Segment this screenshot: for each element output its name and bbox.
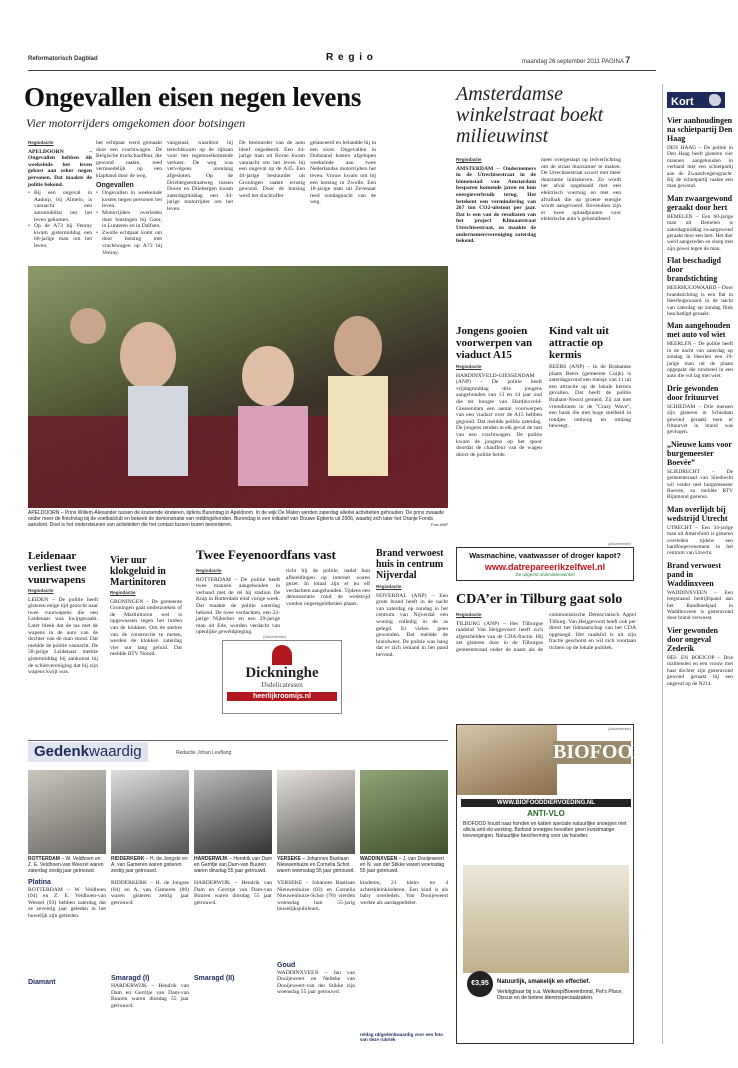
- kort-item-text: SCHIEDAM – Drie mensen zijn gisteren in Schiedam gewond geraakt toen er frituurvet in brand was gevlogen.: [667, 403, 733, 436]
- dickninghe-label: (Advertentie): [263, 634, 286, 639]
- kort-label: Kort: [671, 96, 694, 108]
- bullet-item: • Zwolle echtpaar komt om door botsing met vrachtwagen op A73 bij Venray.: [96, 230, 162, 256]
- kort-divider: [662, 84, 663, 1044]
- brand-headline: Brand verwoest huis in centrum Nijverdal: [376, 548, 444, 581]
- biofood-url[interactable]: WWW.BIOFOODDIERVOEDING.NL: [461, 799, 631, 807]
- smaragd1-title: Smaragd (I): [111, 975, 150, 983]
- kort-item: [667, 116, 733, 190]
- kort-header: [667, 92, 725, 108]
- kort-item: [667, 505, 733, 557]
- brand-rubric: Regiodactie: [376, 584, 402, 589]
- feyenoord-col-1: [196, 568, 280, 634]
- feyenoord-headline: Twee Feyenoordfans vast: [196, 547, 336, 562]
- bullet-item: • Bij een ongeval in Aadorp, bij Almelo, is vannacht een automobilist om het leven gekomen.: [28, 190, 92, 223]
- gedenk-col-1: [28, 880, 106, 1040]
- leidenaar-rubric: Regiodactie: [28, 588, 54, 593]
- ad-wasmachine[interactable]: [456, 541, 634, 581]
- gedenk-footer[interactable]: reldag rd/gedenkwaardig voor een foto van deze rubriek: [360, 1032, 444, 1042]
- jongens-headline: Jongens gooien voorwerpen van viaduct A15: [456, 325, 533, 361]
- leidenaar-headline: Leidenaar verliest twee vuurwapens: [28, 550, 87, 586]
- ongevallen-bullets: [96, 190, 162, 256]
- smaragd2-text: YERSEKE – Johannes Bastiaan Nieuwenhuize (83) en Cornelia Nieuwenhuize-Schot (78) vierden woensdag hun 55-jarig huwelijksjubileum.: [277, 880, 355, 913]
- caption-place: RIDDERKERK: [111, 856, 145, 862]
- caption-text: J. van Dooijeweert en N. van der Stikke waren woensdag 55 jaar getrouwd.: [360, 856, 445, 874]
- kort-item-title: Flat beschadigd door brandstichting: [667, 256, 722, 284]
- brand-text: NIJVERDAL (ANP) – Een grote brand heeft in de nacht van zaterdag op zondag in het centrum van Nijverdal een woning volledig in de as gelegd. Er vielen geen gewonden. Dat meldde de brandweer. De politie was bang dat er zich iemand in het pand bevond.: [376, 592, 448, 658]
- burendag-photo: [28, 266, 448, 508]
- kort-item: [667, 194, 733, 252]
- klokgeluid-headline: Vier uur klokgeluid in Martinitoren: [110, 555, 166, 588]
- cda-rubric: Regiodactie: [456, 612, 482, 617]
- biofood-dog-image: [457, 725, 557, 795]
- main-col-2: [96, 140, 162, 262]
- main-col-4: De bestuurder van de auto bleef ongedeerd. Een 44-jarige man uit Borne kwam vannacht om het leven bij een ongeval op de A35. Een 44-jarige bestuurder uit Groningen raakte ernstig gewond. Door de botsing werd het slachtoffer: [239, 140, 305, 199]
- photo-credit: Foto ANP: [430, 522, 448, 527]
- caption-text: H. de Jongste en A. van Gameren waren gisteren zestig jaar getrouwd.: [111, 856, 188, 874]
- main-col-2-text: het echtpaar werd gemaakt door een vrachtwagen. De Belgische truckchauffeur, die gewond raakte, reed vermoedelijk op een klaphand door de weg.: [96, 140, 162, 179]
- smaragd1-text: HARDERWIJK – Hendrik van Dam en Gerritje van Dam-van Buuren waren dinsdag 55 jaar getrouwd.: [111, 982, 189, 1009]
- ad-line-1: Wasmachine, vaatwasser of droger kapot?: [469, 551, 621, 560]
- diamant-title: Diamant: [28, 978, 56, 986]
- date-text: maandag 26 september 2011 PAGINA: [522, 59, 624, 65]
- gedenk-title-a: Gedenk: [34, 743, 90, 760]
- page-number: 7: [625, 55, 631, 65]
- leidenaar-body: [28, 588, 98, 712]
- kort-item: [667, 440, 733, 501]
- photo-scene: [28, 266, 448, 508]
- gedenk-photo-2: [111, 770, 189, 854]
- photo-caption: [28, 510, 448, 532]
- gedenk-caption-4: YERSEKE – Johannes Bastiaan Nieuwenhuize en Cornelia Schot waren woensdag 55 jaar getrouwd.: [277, 856, 355, 874]
- kort-item-title: Brand verwoest pand in Waddinxveen: [667, 560, 721, 588]
- main-bullets: [28, 190, 92, 249]
- amsterdam-headline: Amsterdamse winkelstraat boekt milieuwinst: [456, 83, 604, 147]
- klokgeluid-rubric: Regiodactie: [110, 590, 136, 595]
- brand-body: [376, 584, 448, 714]
- ongevallen-box: [96, 183, 162, 257]
- caption-text: W. Veldhoen en Z. E. Veldhoen-van Weezel waren zaterdag zestig jaar getrouwd.: [28, 856, 104, 874]
- cda-headline: CDA’er in Tilburg gaat solo: [456, 592, 623, 607]
- netherlands-map-icon: [709, 94, 721, 106]
- cda-text: TILBURG (ANP) – Het Tilburgse raadslid Van Heijgevoort heeft zich afgescheiden van de CDA-fractie. Hij zet gisteren door in de Tilburgse gemeenteraad onder de naam als de communistische Democratisch Appel Tilburg. Van Heijgevoort heeft ook per direct het lidmaatschap van het CDA opgezegd. Het raadslid is uit zijn fractie geschorst en wil zich voortaan richten op de lokale politiek.: [456, 612, 636, 653]
- kort-list: [667, 112, 733, 1042]
- cda-body: [456, 612, 636, 714]
- ad-dickninghe[interactable]: [222, 634, 342, 714]
- gedenk-col-3: [194, 880, 272, 1040]
- kort-item: [667, 561, 733, 622]
- kort-item-text: HEERHUGOWAARD – Door brandstichting is een flat in Heerhugowaard in de nacht van zaterdag op zondag flink beschadigd geraakt.: [667, 285, 733, 317]
- diamant-text: RIDDERKERK – H. de Jongste (84) en A. van Gameren (80) waren gisteren zestig jaar getrouwd.: [111, 880, 189, 906]
- jongens-rubric: Regiodactie: [456, 364, 482, 369]
- biofood-tagline: Natuurlijk, smakelijk en effectief.: [497, 979, 591, 985]
- main-lead: APELDOORN – Ongevallen hebben dit weekeinde het leven gekost aan zeker negen personen. Dat maakte de politie bekend.: [28, 148, 92, 188]
- kort-item-text: SLIEDRECHT – De gemeenteraad van Sliedrecht wil verder met burgemeester Boevée, zo meldde RTV Rijnmond gisteren.: [667, 468, 733, 501]
- gedenk-col-5: [360, 880, 448, 1030]
- kort-item: [667, 626, 733, 687]
- dickninghe-name: Dickninghe: [245, 665, 319, 681]
- section-title: R e g i o: [326, 52, 374, 63]
- bullet-item: • Motorrijders overleden door botsingen bij Goor, in Lunteren en in Dalfsen.: [96, 210, 162, 230]
- biofood-price: €3,95: [467, 971, 493, 997]
- bullet-item: • Op de A73 bij Venray kwam gistermiddag een 66-jarige man om het leven.: [28, 223, 92, 249]
- amsterdam-lead: AMSTERDAM – Ondernemers in de Utrechtsestraat in de binnenstad van Amsterdam besparen komende jaren en hun energieverbruik terug. Het betekent een vermindering van 267 ton CO2-uitstoot per jaar. Dat is een van de resultaten van het project Klimaatstraat Utrechtsestraat, zo maakte de ondernemersvereniging zaterdag bekend.: [456, 165, 536, 245]
- caption-text: Hendrik van Dam en Gerritje van Dam-van Buuren waren dinsdag 55 jaar getrouwd.: [194, 856, 273, 874]
- gedenk-caption-5: WADDINXVEEN – J. van Dooijeweert en N. van der Stikke waren woensdag 55 jaar getrouwd.: [360, 856, 445, 874]
- jongens-text: HARDINXVELD-GIESSENDAM (ANP) – De politie heeft vrijdagmiddag drie jongens aangehouden van 13 en 14 jaar oud die ter hoogte van Hardinxveld-Giessendam een aantal voorwerpen van een viaduct over de A15 hebben gegooid. Dat meldde politie zaterdag. De jongens renden in elk geval de rust van een vrachtwagen. De politie kwam de jongens op het spoor doordat de chauffeur van de wagen direct de politie belde.: [456, 372, 542, 458]
- kort-item-title: Man aangehouden met auto vol wiet: [667, 321, 731, 340]
- bullet-item: • Ongevallen in weekeinde kosten negen personen het leven.: [96, 190, 162, 210]
- paper-name: Reformatorisch Dagblad: [28, 56, 98, 62]
- ongevallen-title: Ongevallen: [96, 181, 134, 189]
- gedenk-title: [28, 742, 148, 762]
- kort-item-title: Drie gewonden door frituurvet: [667, 383, 719, 402]
- kort-item: [667, 384, 733, 436]
- kind-body: BEERS (ANP) – In de Brabantse plaats Beers (gemeente Cuijk) is zaterdagavond een meisje van 11 uit een attractie op de lokale kermis gevallen. Dat heeft de politie Brabant-Noord gemeld. Zij zat met vriendinnen in de "Crazy Wave", een bank die met hoge snelheid in rondjes omhoog en omlaag beweegt.: [549, 364, 631, 430]
- smaragd1-continued: HARDERWIJK – Hendrik van Dam en Gerritje van Dam-van Buuren waren dinsdag 55 jaar getrouwd.: [194, 880, 272, 906]
- kort-item-title: Vier gewonden door ongeval Zederik: [667, 625, 718, 653]
- platina-title: Platina: [28, 879, 51, 886]
- biofood-products-image: [463, 865, 629, 973]
- goud-text: WADDINXVEEN – Jan van Dooijeweert en Nelleke van Dooijeweert-van der Stikke zijn woensdag 55 jaar getrouwd.: [277, 969, 355, 996]
- kort-item: [667, 256, 733, 317]
- main-headline: Ongevallen eisen negen levens: [24, 82, 362, 112]
- kort-item-text: HEERLEN – De politie heeft in de nacht van zaterdag op zondag in Heerlen een 19-jarige man uit de plaats opgepakt die rondreed in een auto die vol lag met wiet.: [667, 341, 733, 380]
- klokgeluid-text: GRONINGEN – De gemeente Groningen gaat onderzoeken of de Martinitoren wel is opgewassen tegen het luiden van de klokken. Om de sterkte van de constructie te meten, werden de klokken zaterdag vier uur lang geluid. Dat meldde RTV Noord.: [110, 598, 182, 658]
- gedenk-title-b: waardig: [89, 743, 142, 760]
- gedenk-photo-5: [360, 770, 448, 854]
- gedenk-photo-4: [277, 770, 355, 854]
- caption-place: ROTTERDAM: [28, 856, 60, 862]
- dickninghe-sub: IJsdelicatessen: [261, 681, 303, 689]
- dickninghe-url[interactable]: heerlijkroomijs.nl: [227, 692, 337, 701]
- kind-headline: Kind valt uit attractie op kermis: [549, 325, 609, 361]
- feyenoord-col-2: richt bij de politie, nadat hun afbeeldingen op internet waren gezet. In totaal zijn er nu elf verdachten aangehouden. Tijdens een demonstratie rond de wedstrijd vonden ongeregeldheden plaats.: [286, 568, 370, 607]
- gedenk-col-5-text: kinderen, 21 klein- en 4 achterkleinkinderen. Een kind is als baby overleden. Van Dooijeweert werkte als aardappelteler.: [360, 880, 448, 906]
- ad-line-3: De uitgeest onderdelenwinkel: [515, 572, 575, 577]
- dickninghe-logo-icon: [272, 645, 292, 665]
- kort-item-title: Man zwaargewond geraakt door hert: [667, 193, 733, 212]
- gedenk-col-2: [111, 880, 189, 1040]
- caption-text: Johannes Bastiaan Nieuwenhuize en Cornelia Schot waren woensdag 55 jaar getrouwd.: [277, 856, 355, 874]
- main-col-1: [28, 140, 92, 262]
- main-rubric: Regiodactie: [28, 140, 54, 145]
- kort-item-text: UTRECHT – Een 34-jarige man uit Amersfoort is gisteren overleden tijdens een hardloopevenement in het centrum van Utrecht.: [667, 524, 733, 557]
- amsterdam-rubric: Regiodactie: [456, 157, 482, 162]
- biofood-text: BIOFOOD houdt naar honden en katten speciale natuurlijke snoepjes met allicia anti-vlo werking. Biofood snoepjes bevatten geen kunstmatige toevoegingen. Natuurlijke bescherming voor uw huisdier.: [463, 821, 627, 839]
- caption-place: HARDERWIJK: [194, 856, 228, 862]
- gedenk-caption-3: HARDERWIJK – Hendrik van Dam en Gerritje van Dam-van Buuren waren dinsdag 55 jaar getrouwd.: [194, 856, 273, 874]
- gedenk-photo-1: [28, 770, 106, 854]
- kort-item-title: Man overlijdt bij wedstrijd Utrecht: [667, 504, 728, 523]
- photo-caption-text: APELDOORN – Prins Willem-Alexander tussen de kruisende kinderen, tijdens Burendag in Apeldoorn. In de wijk De Maten werden zaterdag allerlei activiteiten gehouden. De prins zwaaide onder meer de finishvlag bij de voetbalclub en bekeek de demonstratie van reddingshonden. Burendag is een initiatief van Douwe Egberts uit 2006, waarbij zich later het Oranje Fonds aansloot. Doel is het ondersteunen van activiteiten die het contact tussen buren bevorderen.: [28, 510, 445, 528]
- kort-item-text: WADDINXVEEN – Een leegstaand bedrijfspand aan het Randhoekpad in Waddinxveen is gisteravond door brand verwoest.: [667, 589, 733, 622]
- biofood-logo: BIOFOOD: [553, 741, 648, 763]
- klokgeluid-body: [110, 590, 182, 712]
- feyenoord-text: ROTTERDAM – De politie heeft twee mannen aangehouden in verband met de rel bij stadion De Kuip in Rotterdam eind vorige week. Dat maakte de politie zaterdag bekend. De twee verdachten, een 22-jarige Nijkerker en een 29-jarige man uit Ede, worden verdacht van openlijke geweldpleging.: [196, 576, 280, 636]
- gedenk-photo-3: [194, 770, 272, 854]
- kort-item-title: Vier aanhoudingen na schietpartij Den Haag: [667, 116, 733, 143]
- smaragd2-title: Smaragd (II): [194, 975, 235, 983]
- ad-label: (Advertentie): [608, 541, 631, 546]
- caption-place: WADDINXVEEN: [360, 856, 398, 862]
- platina-text: ROTTERDAM – W. Veldhoen (94) en Z. E. Veldhoen-van Weezel (93) hebben zaterdag dat ze zeventig jaar geleden in het huwelijk zijn getreden.: [28, 886, 106, 919]
- biofood-label: (Advertentie): [608, 726, 631, 731]
- kort-item-text: BEMELEN – Een 60-jarige man uit Bemelen is zaterdagmiddag zwaargewond geraakt door een hert. Het dier werd aangereden en sloeg met zijn gewei tegen de man.: [667, 213, 733, 252]
- amsterdam-col-2: meer overgestapt op ledverlichting om de straat duurzamer te maken. De Utrechtsestraat scoort met meer duurzame initiatieven. Zo wordt het afval opgehaald met een elektrisch voertuig en met een afvalbak die op groene energie wordt aangevoerd. Bovendien zijn er twee oplaadpunten voor elektrische auto’s geïnstalleerd.: [541, 157, 621, 223]
- caption-place: YERSEKE: [277, 856, 301, 862]
- main-col-5: gelanceerd en belandde hij in een sloot. Ongevallen in Duitsland kosten afgelopen weekeinde aan twee Nederlandse motorrijders het leven. Vrouw kwam om bij een botsing in Zwolle. Een 18-jarige man uit Zevenaar reed zondagnacht van de weg.: [310, 140, 376, 206]
- main-subhead: Vier motorrijders omgekomen door botsingen: [26, 116, 246, 130]
- amsterdam-col-1: [456, 157, 536, 263]
- kort-item-text: HEI- EN BOEICOP – Drie inzittenden en een vrouw met haar dochter zijn gisteravond gewond geraakt bij een ongeval op de N214.: [667, 654, 733, 687]
- gedenk-caption-1: ROTTERDAM – W. Veldhoen en Z. E. Veldhoen-van Weezel waren zaterdag zestig jaar getrouwd.: [28, 856, 104, 874]
- leidenaar-text: LEIDEN – De politie heeft gisteren enige tijd gezocht naar twee vuurwapens die een Leidenaar was kwijtgeraakt. Later bleek dat de tas met de wapens in de auto van de dochter van de man stond. Dat meldde de politie vannacht. De 58-jarige Leidenaar merkte gistermiddag bij aankomst bij de schietvereniging dat hij zijn wapens kwijt was.: [28, 596, 98, 676]
- ad-url[interactable]: www.datrepareerikzelfwel.nl: [484, 562, 606, 572]
- jongens-body: [456, 364, 542, 542]
- biofood-anti: ANTI-VLO: [527, 809, 565, 818]
- ad-biofood[interactable]: [456, 724, 648, 1044]
- header-rule: [28, 70, 656, 71]
- gedenk-editor: Redactie Johan Leeflang: [176, 750, 232, 756]
- biofood-stores: Verkrijgbaar bij o.a. Welkoop/Boerenbond, Pet’s Place, Discus en de betere dierenspeciaalzaken.: [497, 989, 623, 1002]
- kort-item-text: DEN HAAG – De politie in Den Haag heeft gisteren vier mannen aangehouden in verband met een schietpartij aan de Zwaardvegersgracht. Bij de schietpartij raakte een man gewond.: [667, 145, 733, 190]
- goud-title: Goud: [277, 961, 296, 969]
- gedenk-caption-2: RIDDERKERK – H. de Jongste en A. van Gameren waren gisteren zestig jaar getrouwd.: [111, 856, 188, 874]
- gedenk-rule: [28, 740, 448, 741]
- kort-item-title: „Nieuwe kans voor burgemeester Boevée”: [667, 439, 732, 467]
- main-col-3: vangstaal, waardoor hij terechtkwam op de rijbaan voor het tegemoetkomende verkeer. De weg was vervolgens urenlang afgesloten. Op de Driebergsestraatweg tussen Doorn en Driebergen kwam zaterdagmiddag een 44-jarige motorrijder om het leven.: [167, 140, 233, 212]
- kort-item: [667, 321, 733, 379]
- date-line: [522, 55, 630, 65]
- feyenoord-rubric: Regiodactie: [196, 568, 222, 573]
- gedenk-col-4: [277, 880, 355, 1040]
